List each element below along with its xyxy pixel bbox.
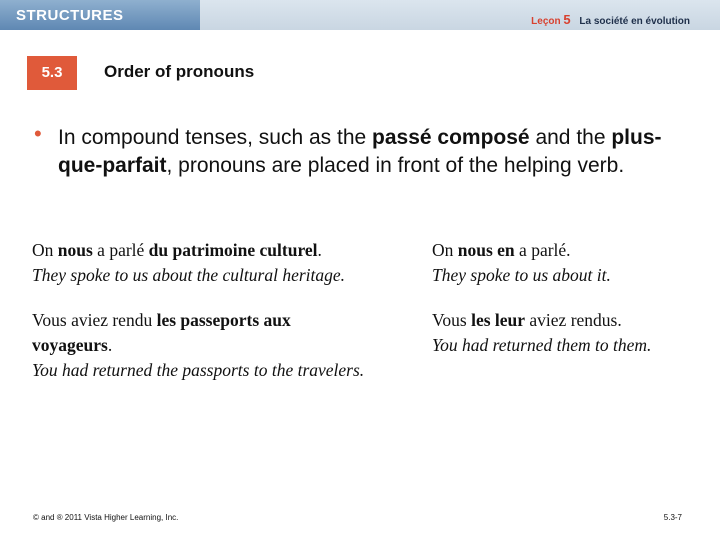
example-french-bold: les leur <box>471 310 526 330</box>
lesson-label <box>531 12 690 27</box>
example-french-bold: du patrimoine culturel <box>148 240 318 260</box>
example-english: You had returned them to them. <box>432 335 652 355</box>
example-4 <box>432 308 712 358</box>
example-english: They spoke to us about it. <box>432 265 611 285</box>
example-french <box>32 238 422 263</box>
page-number: 5.3-7 <box>663 513 682 522</box>
section-title: Order of pronouns <box>104 62 255 81</box>
example-french-text: . <box>317 240 322 260</box>
example-3 <box>32 308 372 383</box>
copyright-notice: © and ® 2011 Vista Higher Learning, Inc. <box>33 513 179 522</box>
bullet-icon: • <box>34 121 42 146</box>
bullet-term-passe-compose: passé composé <box>372 126 530 149</box>
example-french-bold: nous en <box>457 240 515 260</box>
example-french-bold: nous <box>57 240 93 260</box>
example-french-text: Vous aviez rendu <box>32 310 157 330</box>
example-french-bold: les passeports aux voyageurs <box>32 310 291 355</box>
lesson-title: La société en évolution <box>579 16 690 27</box>
example-french <box>32 308 372 358</box>
example-french <box>432 308 712 333</box>
section-number-badge: 5.3 <box>27 56 77 90</box>
lesson-word: Leçon <box>531 16 561 27</box>
example-french-text: Vous <box>432 310 472 330</box>
example-french <box>432 238 712 263</box>
example-french-text: . <box>107 335 113 355</box>
bullet-text <box>58 124 694 180</box>
example-french-text: On <box>32 240 58 260</box>
example-english: You had returned the passports to the travelers. <box>32 360 365 380</box>
example-french-text: On <box>432 240 458 260</box>
structures-label: STRUCTURES <box>16 7 124 24</box>
lesson-number: 5 <box>563 12 571 27</box>
structures-tab <box>0 0 200 30</box>
example-french-text: a parlé. <box>514 240 571 260</box>
bullet-text-part: and the <box>529 126 612 149</box>
example-french-text: a parlé <box>92 240 149 260</box>
example-french-text: aviez rendus. <box>525 310 622 330</box>
bullet-term-plus-que-parfait: plus-que-parfait <box>58 126 662 177</box>
example-1 <box>32 238 422 288</box>
bullet-text-part: , pronouns are placed in front of the helping verb. <box>166 154 625 177</box>
example-2 <box>432 238 712 288</box>
bullet-point <box>34 121 694 180</box>
example-english: They spoke to us about the cultural heritage. <box>32 265 346 285</box>
bullet-text-part: In compound tenses, such as the <box>58 126 373 149</box>
